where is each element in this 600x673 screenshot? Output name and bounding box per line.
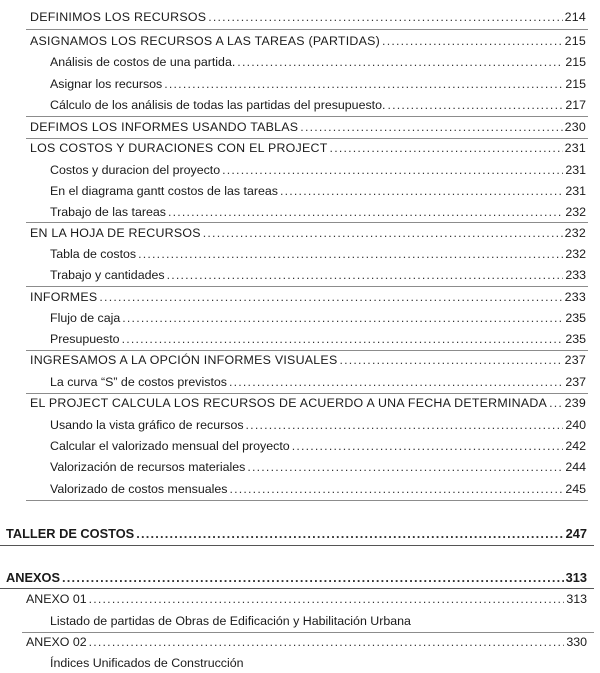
dot-leader <box>246 417 564 433</box>
toc-entry-title: La curva “S” de costos previstos <box>50 375 227 389</box>
toc-entry-title: Análisis de costos de una partida. <box>50 55 236 69</box>
toc-entry-anexo-02[interactable] <box>26 634 587 650</box>
toc-entry-page: 231 <box>565 163 586 177</box>
toc-entry-page: 240 <box>565 418 586 432</box>
toc-entry-informes[interactable] <box>30 289 586 305</box>
toc-entry-page: 233 <box>564 290 586 304</box>
toc-entry-title: ANEXOS <box>6 570 61 585</box>
toc-entry-page: 313 <box>565 570 587 585</box>
dot-leader <box>330 140 563 156</box>
toc-entry-page: 237 <box>564 353 586 367</box>
toc-entry-title: ASIGNAMOS LOS RECURSOS A LAS TAREAS (PARTIDAS) <box>30 34 381 48</box>
toc-entry-costos-mensuales[interactable] <box>50 481 586 497</box>
toc-entry-page: 313 <box>566 592 587 606</box>
dot-leader <box>300 119 562 135</box>
toc-entry-indices-unificados[interactable] <box>50 655 244 671</box>
dot-leader <box>164 76 563 92</box>
toc-entry-page: 239 <box>564 396 586 410</box>
toc-entry-title: INGRESAMOS A LA OPCIÓN INFORMES VISUALES <box>30 353 338 367</box>
dot-leader <box>382 33 563 49</box>
toc-entry-valorizado-mensual[interactable] <box>50 438 586 454</box>
toc-entry-listado-de-partidas[interactable] <box>50 613 411 629</box>
toc-entry-costos-y-duracion[interactable] <box>50 162 586 178</box>
toc-entry-informes-visuales[interactable] <box>30 352 586 368</box>
dot-leader <box>167 267 564 283</box>
dot-leader <box>62 570 564 586</box>
toc-entry-title: Presupuesto <box>50 332 120 346</box>
row-divider <box>26 350 588 351</box>
dot-leader <box>237 54 563 70</box>
toc-entry-page: 231 <box>564 141 586 155</box>
row-divider <box>26 222 588 223</box>
toc-entry-title: ANEXO 01 <box>26 592 87 606</box>
row-divider <box>26 500 588 501</box>
toc-entry-page: 233 <box>565 268 586 282</box>
dot-leader <box>138 246 563 262</box>
toc-entry-page: 230 <box>564 120 586 134</box>
toc-entry-definimos-los-recursos[interactable] <box>30 9 586 25</box>
toc-entry-trabajo-y-cantidades[interactable] <box>50 267 586 283</box>
dot-leader <box>229 374 563 390</box>
toc-entry-title: En el diagrama gantt costos de las tareas <box>50 184 278 198</box>
toc-entry-page: 215 <box>565 55 586 69</box>
toc-entry-page: 232 <box>565 247 586 261</box>
toc-entry-presupuesto[interactable] <box>50 331 586 347</box>
dot-leader <box>89 591 565 607</box>
toc-section-taller-de-costos[interactable] <box>6 526 587 542</box>
section-divider <box>0 545 594 546</box>
dot-leader <box>122 331 564 347</box>
toc-entry-page: 247 <box>565 526 587 541</box>
row-divider <box>26 138 588 139</box>
dot-leader <box>222 162 563 178</box>
dot-leader <box>280 183 563 199</box>
toc-entry-diagrama-gantt[interactable] <box>50 183 586 199</box>
toc-entry-title: Cálculo de los análisis de todas las partidas del presupuesto. <box>50 98 386 112</box>
toc-entry-vista-grafico-recursos[interactable] <box>50 417 586 433</box>
dot-leader <box>247 459 563 475</box>
toc-entry-analisis-de-costos[interactable] <box>50 54 586 70</box>
dot-leader <box>89 634 565 650</box>
toc-entry-los-costos-y-duraciones[interactable] <box>30 140 586 156</box>
row-divider <box>26 393 588 394</box>
toc-entry-title: LOS COSTOS Y DURACIONES CON EL PROJECT <box>30 141 328 155</box>
toc-entry-anexo-01[interactable] <box>26 591 587 607</box>
toc-entry-valorizacion-materiales[interactable] <box>50 459 586 475</box>
toc-entry-page: 237 <box>565 375 586 389</box>
dot-leader <box>549 395 562 411</box>
toc-entry-title: TALLER DE COSTOS <box>6 526 135 541</box>
dot-leader <box>292 438 564 454</box>
toc-entry-title: Valorizado de costos mensuales <box>50 482 228 496</box>
toc-entry-page: 242 <box>565 439 586 453</box>
toc-entry-page: 215 <box>564 34 586 48</box>
toc-entry-title: Asignar los recursos <box>50 77 163 91</box>
toc-entry-defimos-los-informes[interactable] <box>30 119 586 135</box>
toc-entry-title: Listado de partidas de Obras de Edificación y Habilitación Urbana <box>50 614 411 628</box>
toc-entry-page: 232 <box>564 226 586 240</box>
toc-entry-title: Tabla de costos <box>50 247 137 261</box>
toc-entry-title: Usando la vista gráfico de recursos <box>50 418 244 432</box>
row-divider <box>26 116 588 117</box>
section-divider <box>0 588 594 589</box>
row-divider <box>22 632 594 633</box>
toc-entry-page: 215 <box>565 77 586 91</box>
toc-entry-title: Índices Unificados de Construcción <box>50 656 244 670</box>
dot-leader <box>387 97 563 113</box>
toc-entry-page: 245 <box>565 482 586 496</box>
toc-entry-page: 232 <box>565 205 586 219</box>
toc-entry-title: ANEXO 02 <box>26 635 87 649</box>
toc-entry-page: 214 <box>564 10 586 24</box>
toc-entry-title: Costos y duracion del proyecto <box>50 163 221 177</box>
dot-leader <box>339 352 562 368</box>
toc-entry-title: Calcular el valorizado mensual del proyecto <box>50 439 290 453</box>
dot-leader <box>203 225 563 241</box>
dot-leader <box>208 9 562 25</box>
toc-entry-title: EL PROJECT CALCULA LOS RECURSOS DE ACUERDO A UNA FECHA DETERMINADA <box>30 396 548 410</box>
dot-leader <box>229 481 563 497</box>
toc-entry-page: 235 <box>565 332 586 346</box>
toc-entry-hoja-de-recursos[interactable] <box>30 225 586 241</box>
row-divider <box>26 286 588 287</box>
dot-leader <box>168 204 563 220</box>
toc-entry-asignar-los-recursos[interactable] <box>50 76 586 92</box>
toc-entry-title: Flujo de caja <box>50 311 121 325</box>
toc-entry-tabla-de-costos[interactable] <box>50 246 586 262</box>
toc-entry-curva-s[interactable] <box>50 374 586 390</box>
dot-leader <box>99 289 562 305</box>
toc-section-anexos[interactable] <box>6 570 587 586</box>
toc-entry-title: Trabajo de las tareas <box>50 205 166 219</box>
toc-entry-project-calcula-recursos[interactable] <box>30 395 586 411</box>
toc-entry-page: 244 <box>565 460 586 474</box>
toc-entry-trabajo-de-las-tareas[interactable] <box>50 204 586 220</box>
toc-entry-asignamos-los-recursos[interactable] <box>30 33 586 49</box>
toc-entry-page: 235 <box>565 311 586 325</box>
dot-leader <box>122 310 563 326</box>
toc-entry-title: EN LA HOJA DE RECURSOS <box>30 226 201 240</box>
dot-leader <box>136 526 563 542</box>
toc-entry-page: 217 <box>565 98 586 112</box>
toc-entry-page: 231 <box>565 184 586 198</box>
toc-entry-calculo-de-los-analisis[interactable] <box>50 97 586 113</box>
toc-entry-title: Valorización de recursos materiales <box>50 460 246 474</box>
toc-entry-title: Trabajo y cantidades <box>50 268 165 282</box>
toc-entry-flujo-de-caja[interactable] <box>50 310 586 326</box>
row-divider <box>26 29 588 30</box>
toc-entry-title: INFORMES <box>30 290 98 304</box>
toc-entry-page: 330 <box>566 635 587 649</box>
toc-entry-title: DEFINIMOS LOS RECURSOS <box>30 10 207 24</box>
toc-entry-title: DEFIMOS LOS INFORMES USANDO TABLAS <box>30 120 299 134</box>
